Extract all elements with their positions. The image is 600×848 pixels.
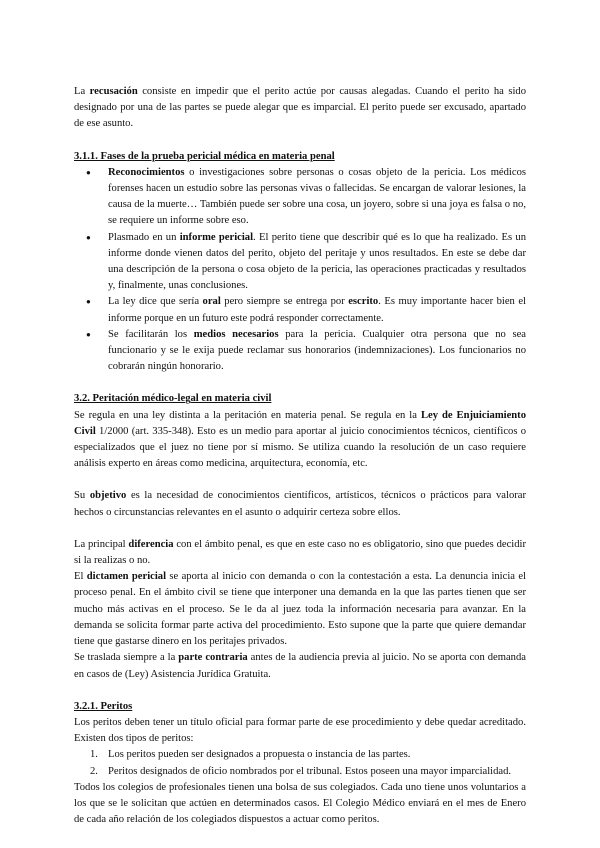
bold-term: medios necesarios (193, 328, 279, 340)
bold-term: Reconocimientos (108, 166, 185, 178)
numbered-item (74, 764, 526, 780)
item-number: 2. (90, 765, 98, 777)
bullet-item (74, 294, 526, 326)
text-run: El (74, 571, 87, 583)
text-run: La (74, 86, 90, 97)
text-run: es la necesidad de conocimientos científicos, artísticos, técnicos o prácticos para valorar hechos o circunstancias relevantes en el asunto o adquirir certeza sobre ellos. (74, 490, 527, 518)
document-page (74, 84, 526, 828)
paragraph-recusacion (74, 84, 526, 133)
text-run: Los peritos pueden ser designados a propuesta o instancia de las partes. (108, 749, 411, 761)
text-run: Se regula en una ley distinta a la peritación en materia penal. Se regula en la (74, 409, 421, 421)
bold-term: objetivo (89, 490, 127, 502)
section-heading-3-2-1: 3.2.1. Peritos (74, 700, 133, 712)
section-heading-3-1-1: 3.1.1. Fases de la prueba pericial médica en materia penal (74, 150, 335, 162)
text-run: 1/2000 (art. 335-348). Esto es un medio para aportar al juicio conocimientos técnicos, científicos o especializados que el juez no tiene por sí mismo. Se utiliza cuando la resolución de un caso requiere análisis experto en áreas como medicina, arquitectura, economía, etc. (74, 425, 526, 470)
bullet-list-fases (74, 165, 526, 376)
bold-term: informe pericial (179, 231, 254, 243)
paragraph-diferencia (74, 537, 526, 569)
paragraph-dictamen (74, 569, 526, 650)
paragraph-peritos: Los peritos deben tener un título oficial para formar parte de ese procedimiento y debe quedar acreditado. Existen dos tipos de peritos: (74, 716, 526, 745)
bold-term: recusación (89, 86, 138, 97)
item-number: 1. (90, 749, 98, 761)
text-run: consiste en impedir que el perito actúe por causas alegadas. Cuando el perito ha sido designado por una de las partes se puede alegar que es imparcial. El perito puede ser excusado, apartado de ese asunto. (74, 86, 526, 130)
bold-term: diferencia (128, 538, 174, 550)
paragraph-objetivo (74, 488, 526, 520)
bold-term: oral (202, 296, 221, 308)
bold-term: parte contraria (178, 652, 248, 664)
text-run: La principal (74, 538, 129, 550)
text-run: se aporta al inicio con demanda o con la contestación a esta. La denuncia inicia el proceso penal. En el ámbito civil se tiene que interponer una demanda en la que las partes tienen que ser mucho más activas en el proceso. Se le da al juez toda la información necesaria para avanzar. En la demanda se solicita formar parte activa del procedimiento. Esto supone que la parte que quiere demandar tiene que gastarse dinero en los peritajes privados. (74, 571, 526, 648)
text-run: Peritos designados de oficio nombrados por el tribunal. Estos poseen una mayor imparcialidad. (108, 765, 512, 777)
bullet-item (74, 327, 526, 376)
numbered-list-peritos (74, 747, 526, 779)
bullet-item (74, 165, 526, 230)
text-run: o investigaciones sobre personas o cosas objeto de la pericia. Los médicos forenses hacen un estudio sobre las personas vivas o fallecidas. Se encargan de valorar lesiones, la causa de la muerte… También puede ser sobre una cosa, un joyero, sobre si una joya es falsa o no, se requiere un informe sobre eso. (108, 166, 526, 227)
text-run: . Es muy importante hacer bien el informe porque en un futuro este podrá responder correctamente. (108, 296, 526, 324)
text-run: antes de la audiencia previa al juicio. No se aporta con demanda en casos de (Ley) Asistencia Jurídica Gratuita. (74, 652, 526, 680)
text-run: para la pericia. Cualquier otra persona que no sea funcionario y se le exija puede reclamar sus honorarios (indemnizaciones). Los funcionarios no cobrarán ningún honorario. (108, 328, 526, 373)
text-run: Su (74, 490, 90, 502)
text-run: Se traslada siempre a la (74, 652, 179, 664)
text-run: Plasmado en un (108, 231, 180, 243)
numbered-item (74, 747, 526, 763)
paragraph-parte-contraria (74, 650, 526, 682)
bullet-item (74, 230, 526, 295)
text-run: pero siempre se entrega por (220, 296, 349, 308)
text-run: con el ámbito penal, es que en este caso no es obligatorio, sino que puedes decidir si la realizas o no. (74, 538, 526, 567)
bold-term: Ley de Enjuiciamiento Civil (74, 409, 527, 437)
text-run: Se facilitarán los (108, 328, 194, 340)
bold-term: escrito (348, 296, 379, 308)
text-run: . El perito tiene que describir qué es lo que ha realizado. Es un informe donde vienen datos del perito, objeto del peritaje y unos resultados. En este se debe dar una descripción de la persona o cosa objeto de la pericia, las operaciones practicadas y resultados y, finalmente, unas conclusiones. (108, 231, 526, 292)
section-heading-3-2: 3.2. Peritación médico-legal en materia civil (74, 393, 272, 405)
paragraph-colegios: Todos los colegios de profesionales tienen una bolsa de sus colegiados. Cada uno tiene unos voluntarios a los que se le solicitan que actúen en determinados casos. El Colegio Médico enviará en el mes de Enero de cada año relación de los colegiados dispuestos a actuar como peritos. (74, 781, 526, 826)
text-run: La ley dice que sería (108, 296, 203, 308)
bold-term: dictamen pericial (86, 571, 167, 583)
paragraph-ley-enjuiciamiento (74, 408, 526, 473)
